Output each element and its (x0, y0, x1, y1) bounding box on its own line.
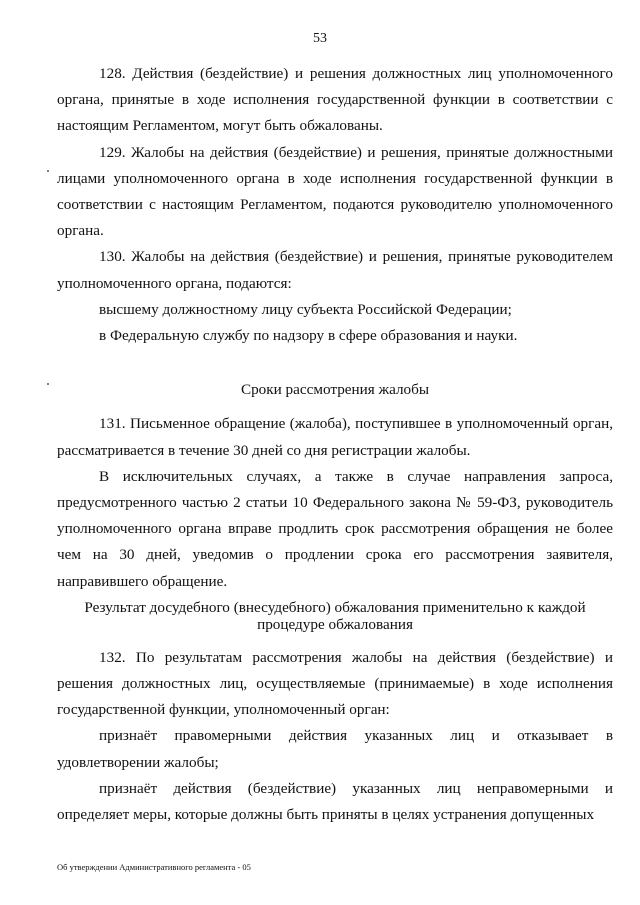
section-heading-terms: Сроки рассмотрения жалобы (240, 381, 430, 399)
scan-speck (47, 383, 49, 385)
paragraph-131-extra: В исключительных случаях, а также в случае направления запроса, предусмотренного частью 2 статьи 10 Федерального закона № 59-ФЗ, руководитель уполномоченного органа вправе продлить срок рассмотрения обращения не более чем на 30 дней, уведомив о продлении срока его рассмотрения заявителя, направившего обращение. (57, 467, 613, 590)
paragraph-130: 130. Жалобы на действия (бездействие) и решения, принятые руководителем уполномоченного органа, подаются: (57, 248, 613, 292)
page-number: 53 (313, 31, 327, 46)
paragraph-131: 131. Письменное обращение (жалоба), поступившее в уполномоченный орган, рассматривается в течение 30 дней со дня регистрации жалобы. (57, 415, 613, 459)
paragraph-129: 129. Жалобы на действия (бездействие) и решения, принятые должностными лицами уполномоченного органа в ходе исполнения государственной функции в соответствии с настоящим Регламентом, подаются руководителю уполномоченного органа. (57, 143, 613, 240)
scan-speck (47, 170, 49, 172)
paragraph-132-item-2: признаёт действия (бездействие) указанных лиц неправомерными и определяет меры, которые должны быть приняты в целях устранения допущенных (57, 779, 613, 824)
document-body (57, 61, 613, 828)
paragraph-132-item-1: признаёт правомерными действия указанных лиц и отказывает в удовлетворении жалобы; (57, 727, 613, 771)
paragraph-130-item-2: в Федеральную службу по надзору в сфере образования и науки. (99, 327, 518, 345)
section-heading-result: Результат досудебного (внесудебного) обжалования применительно к каждой процедуре обжалования (84, 598, 586, 633)
footer-caption: Об утверждении Административного регламента - 05 (57, 862, 251, 872)
paragraph-128: 128. Действия (бездействие) и решения должностных лиц уполномоченного органа, принятые в ходе исполнения государственной функции в соответствии с настоящим Регламентом, могут быть обжалованы. (57, 65, 613, 135)
paragraph-130-item-1: высшему должностному лицу субъекта Российской Федерации; (99, 300, 512, 318)
paragraph-132: 132. По результатам рассмотрения жалобы на действия (бездействие) и решения должностных лиц, осуществляемые (принимаемые) в ходе исполнения государственной функции, уполномоченный орган: (57, 648, 613, 719)
